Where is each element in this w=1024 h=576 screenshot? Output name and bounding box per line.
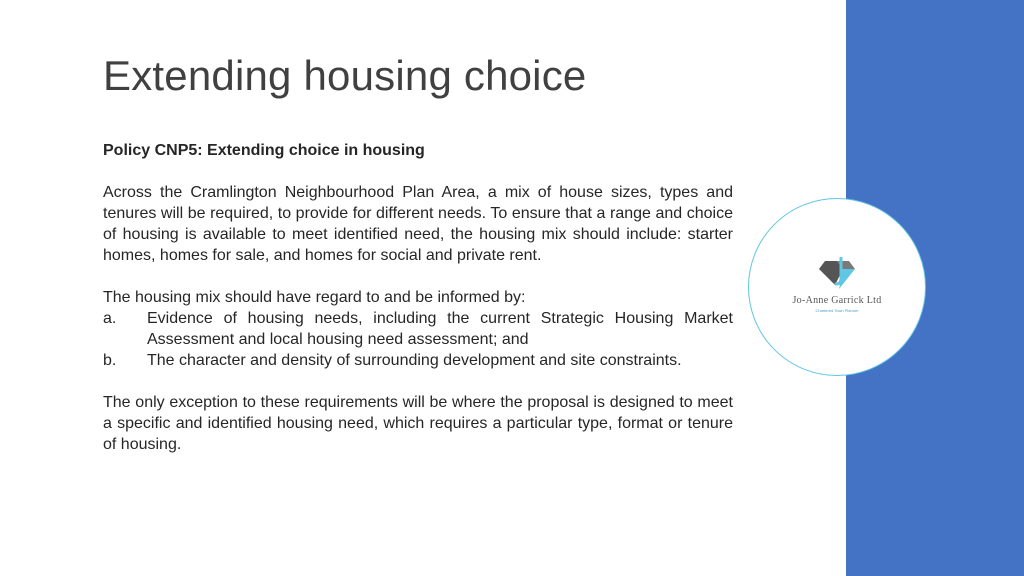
slide-content	[103, 140, 733, 476]
list-item	[103, 350, 733, 371]
informed-by-list	[103, 308, 733, 371]
list-item-text: The character and density of surrounding development and site constraints.	[147, 352, 682, 369]
list-marker: b.	[103, 352, 117, 369]
paragraph-2-intro: The housing mix should have regard to and be informed by:	[103, 289, 526, 306]
list-marker: a.	[103, 310, 117, 327]
diamond-logo-icon	[819, 257, 857, 291]
policy-heading: Policy CNP5: Extending choice in housing	[103, 142, 425, 159]
logo-company-name: Jo-Anne Garrick Ltd	[792, 295, 882, 306]
paragraph-1: Across the Cramlington Neighbourhood Plan Area, a mix of house sizes, types and tenures will be required, to provide for different needs. To ensure that a range and choice of housing is available to meet identified need, the housing mix should include: starter homes, homes for sale, and homes for social and private rent.	[103, 184, 733, 264]
slide-title: Extending housing choice	[103, 52, 587, 99]
company-logo	[748, 198, 926, 376]
list-item	[103, 308, 733, 350]
paragraph-3: The only exception to these requirements will be where the proposal is designed to meet a specific and identified housing need, which requires a particular type, format or tenure of housing.	[103, 394, 733, 453]
list-item-text: Evidence of housing needs, including the current Strategic Housing Market Assessment and local housing need assessment; and	[147, 310, 733, 348]
logo-tagline: Chartered Town Planner	[815, 308, 859, 313]
